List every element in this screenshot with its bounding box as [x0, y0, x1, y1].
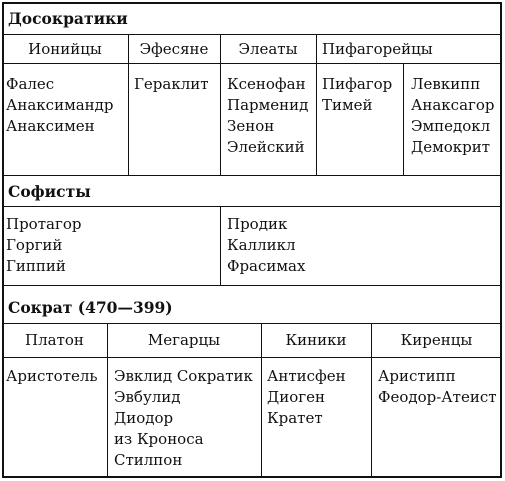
list-item: Левкипп — [411, 75, 481, 93]
list-item: Антисфен — [267, 367, 346, 385]
header-ionians: Ионийцы — [28, 40, 102, 58]
list-item: Феодор-Атеист — [378, 388, 497, 406]
divider — [2, 357, 502, 358]
list-item: Демокрит — [411, 138, 491, 156]
divider — [316, 34, 317, 175]
list-item: Элейский — [227, 138, 305, 156]
divider — [2, 34, 502, 35]
list-item: Гераклит — [134, 75, 209, 93]
list-item: Диодор — [114, 409, 174, 427]
section-title-presocratics: Досократики — [8, 9, 128, 28]
list-item: Зенон — [227, 117, 275, 135]
list-item: Ксенофан — [227, 75, 306, 93]
list-item: Аристипп — [378, 367, 456, 385]
list-item: из Кроноса — [114, 430, 204, 448]
header-pythagoreans: Пифагорейцы — [322, 40, 433, 58]
list-item: Фрасимах — [227, 257, 306, 275]
header-cyrenaics: Киренцы — [400, 331, 473, 349]
header-cynics: Киники — [285, 331, 347, 349]
list-item: Тимей — [322, 96, 373, 114]
list-item: Эвклид Сократик — [114, 367, 253, 385]
list-item: Гиппий — [6, 257, 66, 275]
section-title-socrates: Сократ (470—399) — [8, 298, 173, 317]
divider — [2, 63, 502, 64]
list-item: Продик — [227, 215, 288, 233]
list-item: Анаксимен — [6, 117, 95, 135]
header-megarians: Мегарцы — [147, 331, 221, 349]
divider — [2, 175, 502, 176]
header-eleatics: Элеаты — [238, 40, 298, 58]
divider — [220, 206, 221, 285]
list-item: Пифагор — [322, 75, 393, 93]
list-item: Анаксимандр — [6, 96, 114, 114]
list-item: Анаксагор — [411, 96, 495, 114]
header-ephesians: Эфесяне — [139, 40, 209, 58]
list-item: Фалес — [6, 75, 55, 93]
divider — [2, 206, 502, 207]
divider — [403, 63, 404, 175]
list-item: Протагор — [6, 215, 82, 233]
section-title-sophists: Софисты — [8, 182, 91, 201]
divider — [2, 323, 502, 324]
divider — [2, 285, 502, 286]
list-item: Стилпон — [114, 451, 183, 469]
list-item: Парменид — [227, 96, 309, 114]
list-item: Кратет — [267, 409, 323, 427]
list-item: Горгий — [6, 236, 63, 254]
list-item: Калликл — [227, 236, 296, 254]
list-item: Эвбулид — [114, 388, 181, 406]
header-plato: Платон — [25, 331, 84, 349]
list-item: Диоген — [267, 388, 325, 406]
list-item: Аристотель — [6, 367, 98, 385]
list-item: Эмпедокл — [411, 117, 491, 135]
